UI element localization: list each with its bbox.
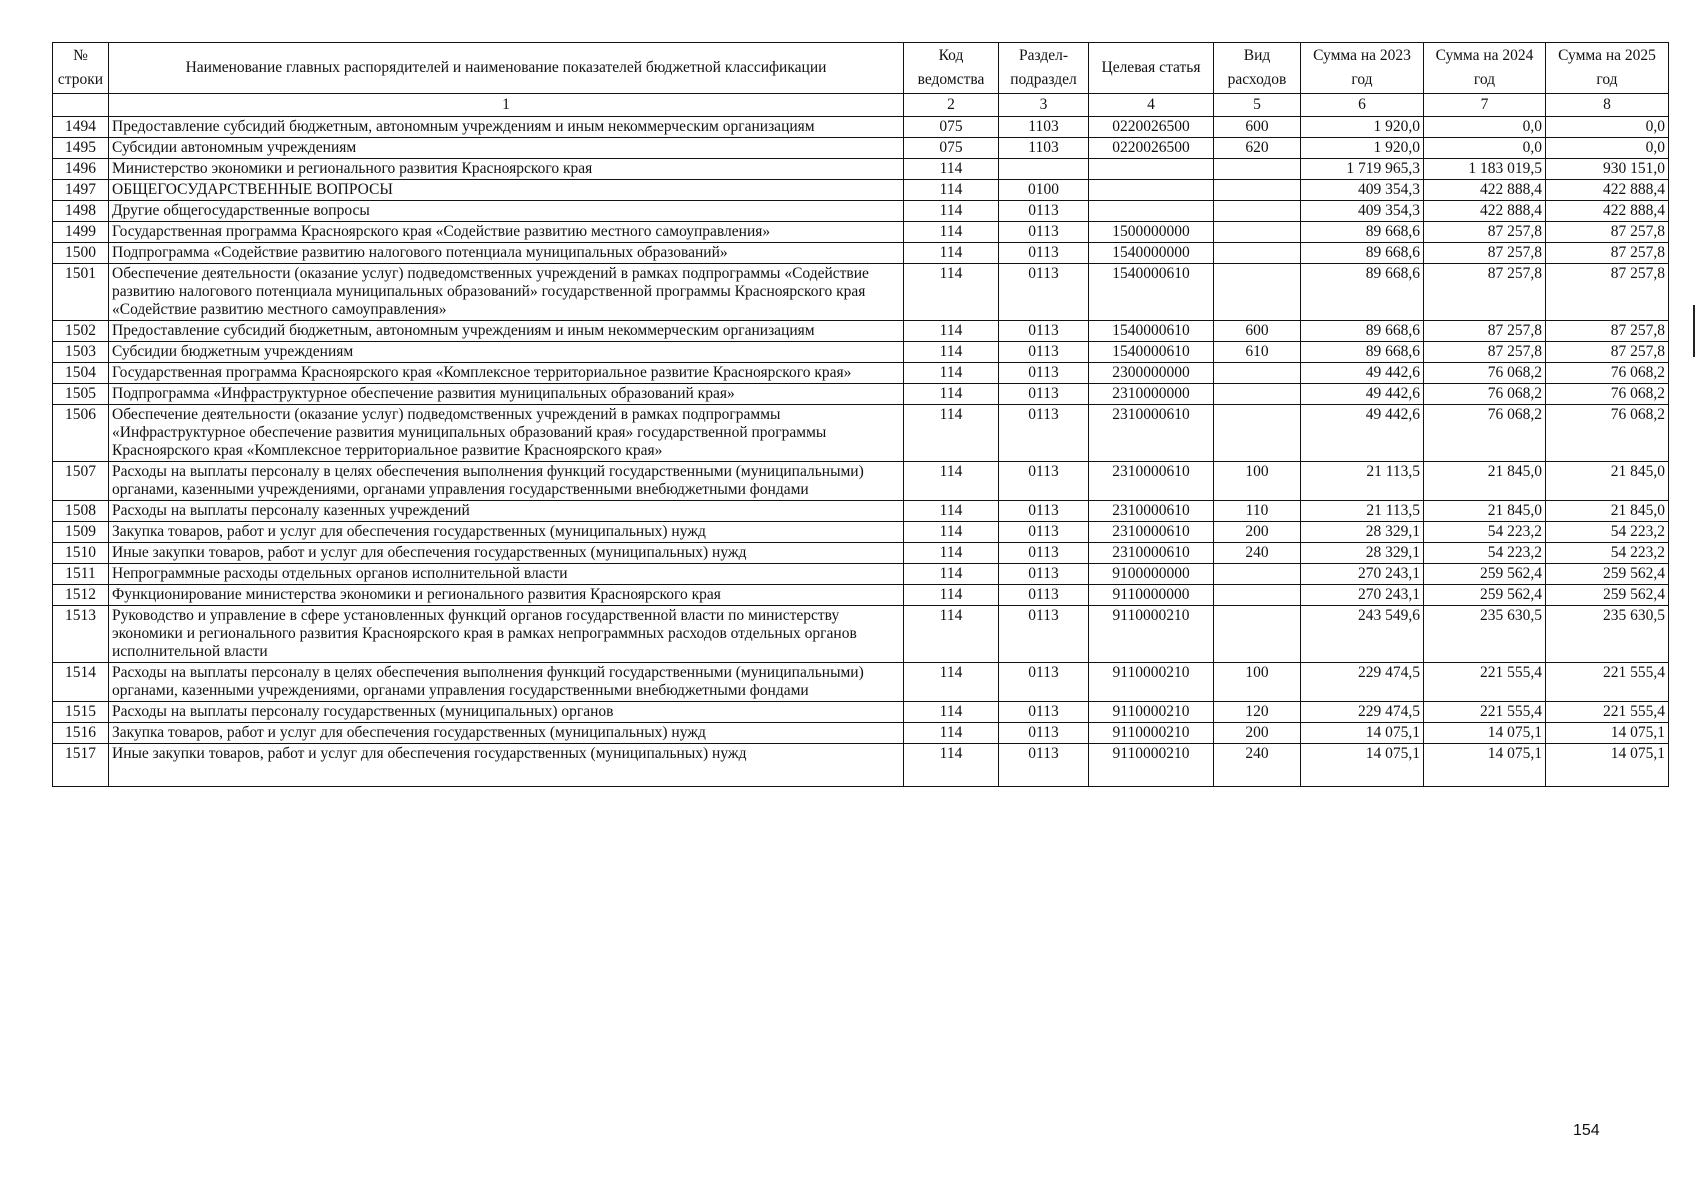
target-article — [1089, 180, 1214, 201]
row-number: 1514 — [53, 663, 109, 702]
row-name: Расходы на выплаты персоналу в целях обеспечения выполнения функций государственными (муниципальными) органами, казенными учреждениями, органами управления государственными внебюджетными фондами — [109, 663, 904, 702]
row-number: 1508 — [53, 501, 109, 522]
section-code: 0113 — [999, 585, 1089, 606]
sum-2023: 270 243,1 — [1301, 585, 1424, 606]
expense-type: 200 — [1214, 522, 1301, 543]
section-code: 0113 — [999, 702, 1089, 723]
section-code: 0113 — [999, 342, 1089, 363]
row-name: Другие общегосударственные вопросы — [109, 201, 904, 222]
header-name: Наименование главных распорядителей и наименование показателей бюджетной классификации — [109, 43, 904, 94]
sum-2025: 21 845,0 — [1546, 501, 1669, 522]
row-name: Субсидии автономным учреждениям — [109, 138, 904, 159]
column-number: 8 — [1546, 94, 1669, 117]
row-name: Расходы на выплаты персоналу государственных (муниципальных) органов — [109, 702, 904, 723]
target-article: 2310000610 — [1089, 501, 1214, 522]
department-code: 075 — [904, 117, 999, 138]
sum-2023: 21 113,5 — [1301, 501, 1424, 522]
column-number: 2 — [904, 94, 999, 117]
department-code: 114 — [904, 342, 999, 363]
row-name: Субсидии бюджетным учреждениям — [109, 342, 904, 363]
row-number: 1495 — [53, 138, 109, 159]
sum-2025: 87 257,8 — [1546, 321, 1669, 342]
scan-edge-mark — [1693, 305, 1695, 357]
sum-2025: 235 630,5 — [1546, 606, 1669, 663]
row-name: Непрограммные расходы отдельных органов исполнительной власти — [109, 564, 904, 585]
sum-2023: 1 920,0 — [1301, 117, 1424, 138]
header-department-code: Код ведомства — [904, 43, 999, 94]
table-row — [53, 585, 1669, 606]
page-number: 154 — [1573, 1122, 1600, 1139]
sum-2024: 0,0 — [1424, 138, 1546, 159]
sum-2024: 422 888,4 — [1424, 180, 1546, 201]
expense-type — [1214, 384, 1301, 405]
sum-2024: 0,0 — [1424, 117, 1546, 138]
expense-type: 600 — [1214, 321, 1301, 342]
expense-type: 120 — [1214, 702, 1301, 723]
table-row — [53, 201, 1669, 222]
sum-2024: 14 075,1 — [1424, 723, 1546, 744]
sum-2024: 87 257,8 — [1424, 342, 1546, 363]
table-row — [53, 321, 1669, 342]
department-code: 114 — [904, 201, 999, 222]
target-article: 9110000210 — [1089, 723, 1214, 744]
target-article: 2300000000 — [1089, 363, 1214, 384]
row-number: 1513 — [53, 606, 109, 663]
department-code: 114 — [904, 462, 999, 501]
header-sum-2023: Сумма на 2023 год — [1301, 43, 1424, 94]
header-row-number: № строки — [53, 43, 109, 94]
sum-2024: 1 183 019,5 — [1424, 159, 1546, 180]
target-article: 9110000210 — [1089, 744, 1214, 787]
sum-2023: 28 329,1 — [1301, 522, 1424, 543]
sum-2023: 1 719 965,3 — [1301, 159, 1424, 180]
row-name: Предоставление субсидий бюджетным, автономным учреждениям и иным некоммерческим организациям — [109, 117, 904, 138]
target-article: 9110000210 — [1089, 663, 1214, 702]
expense-type — [1214, 564, 1301, 585]
row-name: Государственная программа Красноярского края «Комплексное территориальное развитие Красноярского края» — [109, 363, 904, 384]
section-code: 0113 — [999, 501, 1089, 522]
department-code: 114 — [904, 222, 999, 243]
sum-2023: 28 329,1 — [1301, 543, 1424, 564]
sum-2025: 14 075,1 — [1546, 723, 1669, 744]
target-article: 1500000000 — [1089, 222, 1214, 243]
sum-2023: 409 354,3 — [1301, 201, 1424, 222]
row-number: 1506 — [53, 405, 109, 462]
sum-2023: 14 075,1 — [1301, 723, 1424, 744]
column-number: 4 — [1089, 94, 1214, 117]
expense-type — [1214, 159, 1301, 180]
department-code: 114 — [904, 363, 999, 384]
header-target-article: Целевая статья — [1089, 43, 1214, 94]
department-code: 114 — [904, 180, 999, 201]
row-number: 1510 — [53, 543, 109, 564]
row-name: Государственная программа Красноярского края «Содействие развитию местного самоуправления» — [109, 222, 904, 243]
column-number: 7 — [1424, 94, 1546, 117]
section-code: 0113 — [999, 243, 1089, 264]
sum-2025: 221 555,4 — [1546, 663, 1669, 702]
row-number: 1516 — [53, 723, 109, 744]
sum-2023: 229 474,5 — [1301, 663, 1424, 702]
expense-type: 240 — [1214, 543, 1301, 564]
section-code: 0113 — [999, 564, 1089, 585]
table-row — [53, 606, 1669, 663]
sum-2024: 422 888,4 — [1424, 201, 1546, 222]
table-row — [53, 723, 1669, 744]
sum-2025: 76 068,2 — [1546, 363, 1669, 384]
expense-type: 620 — [1214, 138, 1301, 159]
row-name: Расходы на выплаты персоналу в целях обеспечения выполнения функций государственными (муниципальными) органами, казенными учреждениями, органами управления государственными внебюджетными фондами — [109, 462, 904, 501]
department-code: 114 — [904, 543, 999, 564]
department-code: 114 — [904, 606, 999, 663]
section-code: 0113 — [999, 462, 1089, 501]
sum-2023: 49 442,6 — [1301, 384, 1424, 405]
sum-2024: 87 257,8 — [1424, 222, 1546, 243]
section-code: 1103 — [999, 138, 1089, 159]
row-name: Подпрограмма «Инфраструктурное обеспечение развития муниципальных образований края» — [109, 384, 904, 405]
section-code: 0113 — [999, 384, 1089, 405]
section-code: 0113 — [999, 201, 1089, 222]
target-article — [1089, 159, 1214, 180]
target-article: 0220026500 — [1089, 138, 1214, 159]
sum-2023: 89 668,6 — [1301, 243, 1424, 264]
row-number: 1502 — [53, 321, 109, 342]
row-number: 1499 — [53, 222, 109, 243]
row-number: 1500 — [53, 243, 109, 264]
table-row — [53, 702, 1669, 723]
target-article: 9110000210 — [1089, 702, 1214, 723]
expense-type: 600 — [1214, 117, 1301, 138]
sum-2024: 21 845,0 — [1424, 501, 1546, 522]
sum-2023: 21 113,5 — [1301, 462, 1424, 501]
sum-2024: 259 562,4 — [1424, 564, 1546, 585]
section-code: 1103 — [999, 117, 1089, 138]
department-code: 114 — [904, 384, 999, 405]
sum-2023: 270 243,1 — [1301, 564, 1424, 585]
sum-2025: 54 223,2 — [1546, 543, 1669, 564]
target-article: 2310000610 — [1089, 543, 1214, 564]
table-row — [53, 564, 1669, 585]
sum-2025: 54 223,2 — [1546, 522, 1669, 543]
target-article: 1540000610 — [1089, 342, 1214, 363]
section-code: 0113 — [999, 405, 1089, 462]
row-name: Закупка товаров, работ и услуг для обеспечения государственных (муниципальных) нужд — [109, 723, 904, 744]
table-row — [53, 384, 1669, 405]
department-code: 114 — [904, 585, 999, 606]
sum-2025: 0,0 — [1546, 138, 1669, 159]
row-name: Предоставление субсидий бюджетным, автономным учреждениям и иным некоммерческим организациям — [109, 321, 904, 342]
sum-2024: 235 630,5 — [1424, 606, 1546, 663]
target-article: 0220026500 — [1089, 117, 1214, 138]
expense-type: 200 — [1214, 723, 1301, 744]
expense-type — [1214, 363, 1301, 384]
budget-table — [52, 42, 1669, 787]
sum-2023: 229 474,5 — [1301, 702, 1424, 723]
sum-2025: 14 075,1 — [1546, 744, 1669, 787]
row-name: Закупка товаров, работ и услуг для обеспечения государственных (муниципальных) нужд — [109, 522, 904, 543]
department-code: 114 — [904, 264, 999, 321]
row-number: 1497 — [53, 180, 109, 201]
row-number: 1509 — [53, 522, 109, 543]
expense-type — [1214, 264, 1301, 321]
section-code: 0113 — [999, 264, 1089, 321]
row-name: Министерство экономики и регионального развития Красноярского края — [109, 159, 904, 180]
department-code: 114 — [904, 321, 999, 342]
sum-2025: 259 562,4 — [1546, 585, 1669, 606]
table-row — [53, 138, 1669, 159]
sum-2025: 87 257,8 — [1546, 222, 1669, 243]
table-row — [53, 405, 1669, 462]
sum-2024: 87 257,8 — [1424, 321, 1546, 342]
row-name: Иные закупки товаров, работ и услуг для обеспечения государственных (муниципальных) нужд — [109, 744, 904, 787]
section-code — [999, 159, 1089, 180]
section-code: 0113 — [999, 522, 1089, 543]
sum-2024: 54 223,2 — [1424, 543, 1546, 564]
target-article — [1089, 201, 1214, 222]
expense-type — [1214, 243, 1301, 264]
row-name: Обеспечение деятельности (оказание услуг) подведомственных учреждений в рамках подпрограммы «Содействие развитию налогового потенциала муниципальных образований» государственной программы Красноярского края «Содействие развитию местного самоуправления» — [109, 264, 904, 321]
expense-type — [1214, 222, 1301, 243]
row-name: Обеспечение деятельности (оказание услуг) подведомственных учреждений в рамках подпрограммы «Инфраструктурное обеспечение развития муниципальных образований края» государственной программы Красноярского края «Комплексное территориальное развитие Красноярского края» — [109, 405, 904, 462]
table-row — [53, 159, 1669, 180]
department-code: 114 — [904, 744, 999, 787]
sum-2024: 87 257,8 — [1424, 243, 1546, 264]
department-code: 075 — [904, 138, 999, 159]
column-number: 5 — [1214, 94, 1301, 117]
row-number: 1503 — [53, 342, 109, 363]
target-article: 9100000000 — [1089, 564, 1214, 585]
row-number: 1501 — [53, 264, 109, 321]
department-code: 114 — [904, 702, 999, 723]
sum-2025: 930 151,0 — [1546, 159, 1669, 180]
section-code: 0113 — [999, 663, 1089, 702]
table-row — [53, 543, 1669, 564]
table-row — [53, 744, 1669, 787]
sum-2025: 422 888,4 — [1546, 201, 1669, 222]
table-body — [53, 117, 1669, 787]
department-code: 114 — [904, 723, 999, 744]
expense-type — [1214, 201, 1301, 222]
table-row — [53, 243, 1669, 264]
sum-2023: 1 920,0 — [1301, 138, 1424, 159]
sum-2025: 259 562,4 — [1546, 564, 1669, 585]
header-row — [53, 43, 1669, 94]
expense-type: 610 — [1214, 342, 1301, 363]
expense-type: 240 — [1214, 744, 1301, 787]
sum-2023: 89 668,6 — [1301, 321, 1424, 342]
target-article: 2310000610 — [1089, 462, 1214, 501]
department-code: 114 — [904, 564, 999, 585]
sum-2025: 76 068,2 — [1546, 384, 1669, 405]
sum-2023: 14 075,1 — [1301, 744, 1424, 787]
target-article: 9110000210 — [1089, 606, 1214, 663]
target-article: 1540000610 — [1089, 321, 1214, 342]
row-name: Расходы на выплаты персоналу казенных учреждений — [109, 501, 904, 522]
sum-2025: 87 257,8 — [1546, 342, 1669, 363]
sum-2025: 422 888,4 — [1546, 180, 1669, 201]
row-number: 1494 — [53, 117, 109, 138]
department-code: 114 — [904, 159, 999, 180]
row-name: Функционирование министерства экономики и регионального развития Красноярского края — [109, 585, 904, 606]
row-number: 1515 — [53, 702, 109, 723]
sum-2023: 89 668,6 — [1301, 264, 1424, 321]
row-number: 1498 — [53, 201, 109, 222]
sum-2024: 221 555,4 — [1424, 663, 1546, 702]
sum-2023: 243 549,6 — [1301, 606, 1424, 663]
row-number: 1511 — [53, 564, 109, 585]
table-row — [53, 363, 1669, 384]
target-article: 2310000610 — [1089, 405, 1214, 462]
section-code: 0113 — [999, 606, 1089, 663]
section-code: 0113 — [999, 543, 1089, 564]
target-article: 1540000000 — [1089, 243, 1214, 264]
row-number: 1507 — [53, 462, 109, 501]
section-code: 0113 — [999, 222, 1089, 243]
target-article: 9110000000 — [1089, 585, 1214, 606]
expense-type — [1214, 405, 1301, 462]
table-row — [53, 342, 1669, 363]
sum-2024: 76 068,2 — [1424, 384, 1546, 405]
department-code: 114 — [904, 663, 999, 702]
header-expense-type: Вид расходов — [1214, 43, 1301, 94]
section-code: 0113 — [999, 744, 1089, 787]
sum-2023: 49 442,6 — [1301, 405, 1424, 462]
sum-2023: 89 668,6 — [1301, 222, 1424, 243]
sum-2023: 49 442,6 — [1301, 363, 1424, 384]
column-number: 6 — [1301, 94, 1424, 117]
table-row — [53, 462, 1669, 501]
sum-2024: 21 845,0 — [1424, 462, 1546, 501]
sum-2024: 221 555,4 — [1424, 702, 1546, 723]
department-code: 114 — [904, 501, 999, 522]
target-article: 2310000000 — [1089, 384, 1214, 405]
section-code: 0113 — [999, 363, 1089, 384]
row-name: Подпрограмма «Содействие развитию налогового потенциала муниципальных образований» — [109, 243, 904, 264]
row-number: 1504 — [53, 363, 109, 384]
sum-2024: 76 068,2 — [1424, 363, 1546, 384]
sum-2024: 14 075,1 — [1424, 744, 1546, 787]
section-code: 0113 — [999, 723, 1089, 744]
sum-2023: 89 668,6 — [1301, 342, 1424, 363]
row-number: 1517 — [53, 744, 109, 787]
column-number: 3 — [999, 94, 1089, 117]
section-code: 0100 — [999, 180, 1089, 201]
sum-2024: 54 223,2 — [1424, 522, 1546, 543]
sum-2024: 76 068,2 — [1424, 405, 1546, 462]
row-name: Иные закупки товаров, работ и услуг для обеспечения государственных (муниципальных) нужд — [109, 543, 904, 564]
section-code: 0113 — [999, 321, 1089, 342]
target-article: 1540000610 — [1089, 264, 1214, 321]
sum-2025: 87 257,8 — [1546, 264, 1669, 321]
column-number: 1 — [109, 94, 904, 117]
sum-2025: 221 555,4 — [1546, 702, 1669, 723]
table-row — [53, 522, 1669, 543]
sum-2025: 0,0 — [1546, 117, 1669, 138]
row-number: 1505 — [53, 384, 109, 405]
table-row — [53, 222, 1669, 243]
header-section: Раздел-подраздел — [999, 43, 1089, 94]
table-row — [53, 180, 1669, 201]
column-number-row — [53, 94, 1669, 117]
table-row — [53, 663, 1669, 702]
sum-2025: 76 068,2 — [1546, 405, 1669, 462]
expense-type: 110 — [1214, 501, 1301, 522]
header-sum-2025: Сумма на 2025 год — [1546, 43, 1669, 94]
column-number — [53, 94, 109, 117]
row-number: 1496 — [53, 159, 109, 180]
row-name: Руководство и управление в сфере установленных функций органов государственной власти по министерству экономики и регионального развития Красноярского края в рамках непрограммных расходов отдельных органов исполнительной власти — [109, 606, 904, 663]
expense-type — [1214, 606, 1301, 663]
table-row — [53, 264, 1669, 321]
expense-type — [1214, 180, 1301, 201]
sum-2024: 259 562,4 — [1424, 585, 1546, 606]
table-row — [53, 501, 1669, 522]
expense-type: 100 — [1214, 462, 1301, 501]
sum-2025: 87 257,8 — [1546, 243, 1669, 264]
sum-2024: 87 257,8 — [1424, 264, 1546, 321]
budget-table-container — [52, 42, 1669, 787]
row-name: ОБЩЕГОСУДАРСТВЕННЫЕ ВОПРОСЫ — [109, 180, 904, 201]
row-number: 1512 — [53, 585, 109, 606]
table-row — [53, 117, 1669, 138]
expense-type — [1214, 585, 1301, 606]
sum-2025: 21 845,0 — [1546, 462, 1669, 501]
sum-2023: 409 354,3 — [1301, 180, 1424, 201]
target-article: 2310000610 — [1089, 522, 1214, 543]
expense-type: 100 — [1214, 663, 1301, 702]
department-code: 114 — [904, 405, 999, 462]
department-code: 114 — [904, 522, 999, 543]
department-code: 114 — [904, 243, 999, 264]
header-sum-2024: Сумма на 2024 год — [1424, 43, 1546, 94]
